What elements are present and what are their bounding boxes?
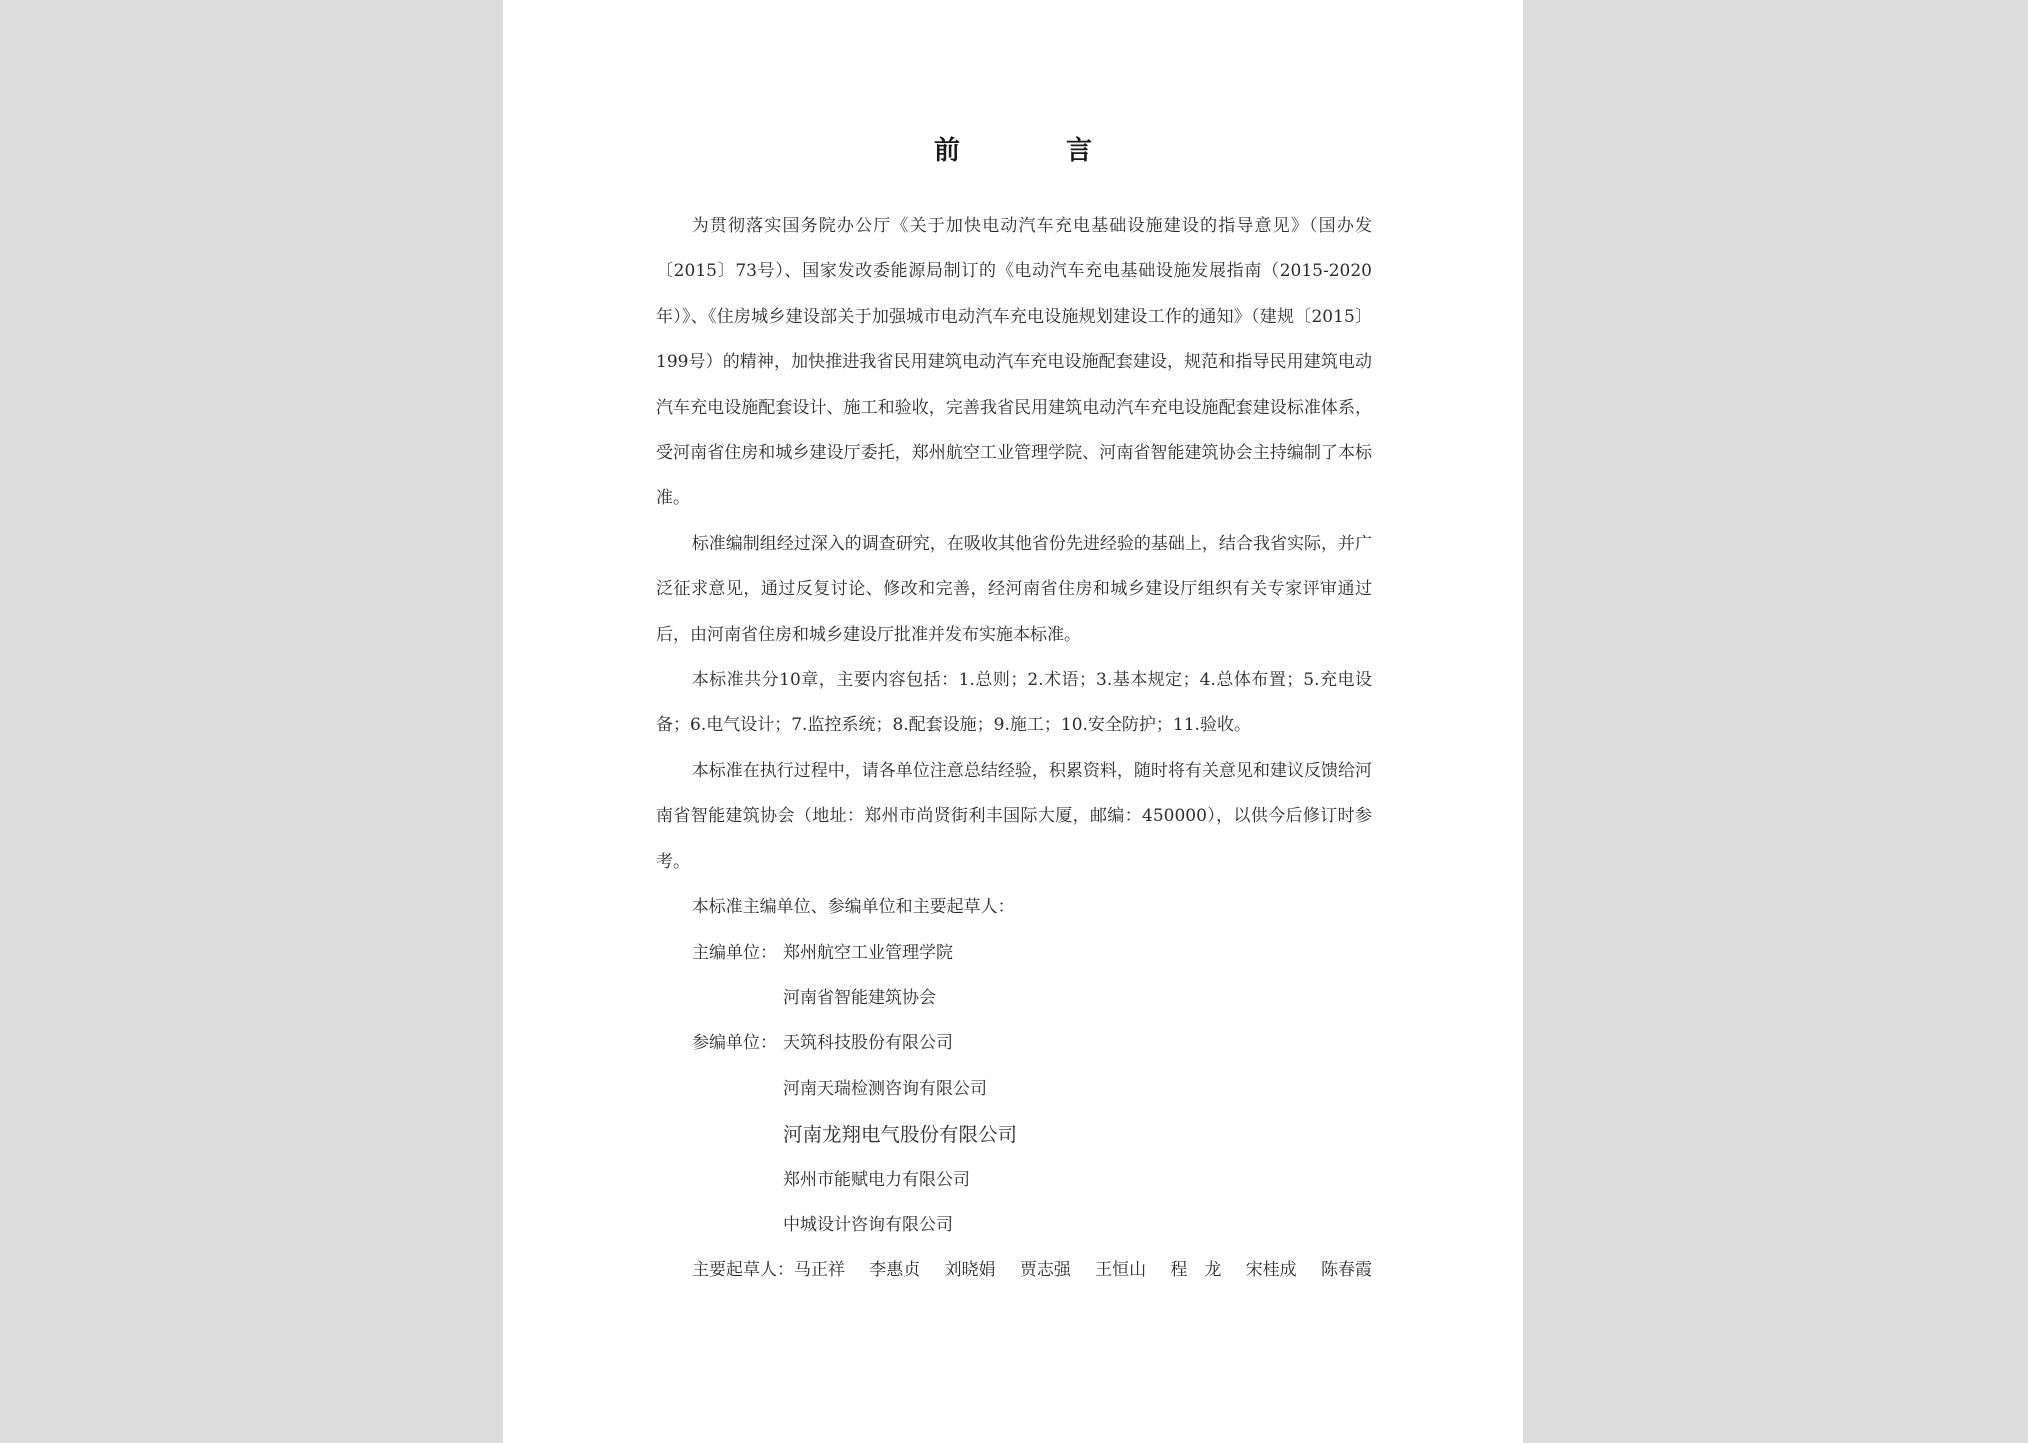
document-body: [656, 204, 1372, 1294]
drafter-name: 宋桂成: [1245, 1260, 1297, 1281]
drafter-name: 马正祥: [794, 1260, 845, 1281]
paragraph-units-intro: 本标准主编单位、参编单位和主要起草人：: [691, 897, 1015, 918]
participant-unit-name: 天筑科技股份有限公司: [783, 1033, 953, 1054]
participant-unit-row: [656, 1203, 1372, 1248]
drafter-name: 王恒山: [1095, 1260, 1147, 1281]
chief-unit-name: 河南省智能建筑协会: [783, 987, 936, 1008]
chief-unit-row: [656, 976, 1372, 1021]
paragraph-contents: 本标准共分10章，主要内容包括：1.总则；2.术语；3.基本规定；4.总体布置；5.充电设备；6.电气设计；7.监控系统；8.配套设施；9.施工；10.安全防护；11.验收。: [656, 670, 1372, 736]
participant-unit-name: 河南天瑞检测咨询有限公司: [783, 1078, 987, 1099]
drafters-row: [656, 1248, 1372, 1293]
participant-unit-row: [656, 1067, 1372, 1112]
drafters-label: 主要起草人：: [692, 1260, 794, 1281]
drafter-name: 刘晓娟: [944, 1260, 996, 1281]
participant-unit-name: 中城设计咨询有限公司: [783, 1214, 953, 1235]
drafter-name: 程 龙: [1170, 1260, 1222, 1281]
participant-unit-row: [656, 1021, 1372, 1066]
page-title: 前 言: [933, 136, 1132, 166]
drafters-list: [794, 1248, 1372, 1293]
drafter-name: 陈春霞: [1320, 1260, 1372, 1281]
participant-unit-row: [656, 1158, 1372, 1203]
paragraph-compilation: 标准编制组经过深入的调查研究，在吸收其他省份先进经验的基础上，结合我省实际，并广泛征求意见，通过反复讨论、修改和完善，经河南省住房和城乡建设厅组织有关专家评审通过后，由河南省住房和城乡建设厅批准并发布实施本标准。: [656, 533, 1372, 645]
participant-unit-name: 河南龙翔电气股份有限公司: [783, 1123, 1018, 1147]
drafter-name: 李惠贞: [869, 1260, 921, 1281]
document-page: [503, 0, 1523, 1443]
participant-unit-label: 参编单位：: [692, 1033, 777, 1054]
drafter-name: 贾志强: [1019, 1260, 1071, 1281]
participant-unit-name: 郑州市能赋电力有限公司: [783, 1169, 970, 1190]
chief-unit-row: [656, 931, 1372, 976]
chief-unit-label: 主编单位：: [692, 942, 777, 963]
participant-unit-row: [656, 1112, 1372, 1157]
chief-unit-name: 郑州航空工业管理学院: [783, 942, 953, 963]
paragraph-feedback: 本标准在执行过程中，请各单位注意总结经验，积累资料，随时将有关意见和建议反馈给河南省智能建筑协会（地址：郑州市尚贤街利丰国际大厦，邮编：450000），以供今后修订时参考。: [656, 760, 1372, 872]
paragraph-intro: 为贯彻落实国务院办公厅《关于加快电动汽车充电基础设施建设的指导意见》（国办发〔2015〕73号）、国家发改委能源局制订的《电动汽车充电基础设施发展指南（2015-2020年）》、《住房城乡建设部关于加强城市电动汽车充电设施规划建设工作的通知》（建规〔2015〕199号）的精神，加快推进我省民用建筑电动汽车充电设施配套建设，规范和指导民用建筑电动汽车充电设施配套设计、施工和验收，完善我省民用建筑电动汽车充电设施配套建设标准体系，受河南省住房和城乡建设厅委托，郑州航空工业管理学院、河南省智能建筑协会主持编制了本标准。: [656, 216, 1372, 509]
